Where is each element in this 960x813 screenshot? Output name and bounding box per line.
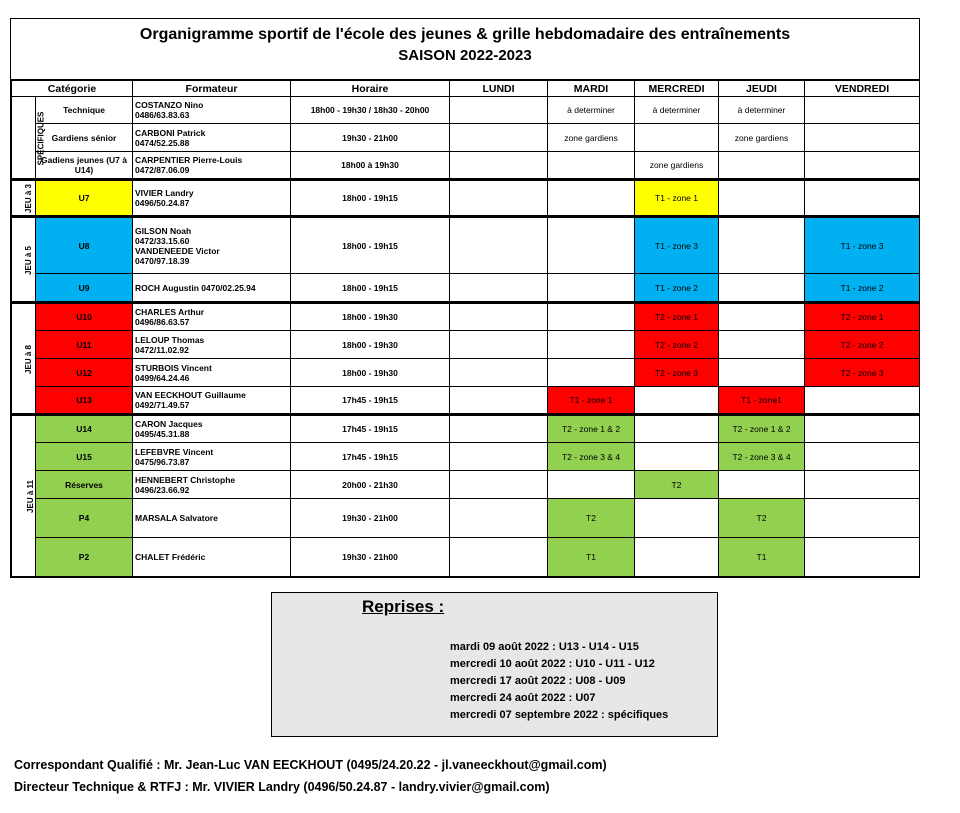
reprise-item: mercredi 07 septembre 2022 : spécifiques	[450, 709, 669, 721]
time-cell: 18h00 - 19h30 / 18h30 - 20h00	[291, 97, 450, 124]
day-cell-lundi	[450, 471, 548, 499]
category-cell: U12	[36, 359, 133, 387]
day-cell-mercredi: T1 - zone 2	[635, 274, 719, 303]
table-row	[12, 387, 920, 415]
time-cell: 18h00 - 19h15	[291, 217, 450, 274]
category-cell: U14	[36, 415, 133, 443]
day-cell-lundi	[450, 387, 548, 415]
time-cell: 20h00 - 21h30	[291, 471, 450, 499]
trainer-cell: STURBOIS Vincent 0499/64.24.46	[133, 359, 291, 387]
group-label-jeu-a-5: JEU à 5	[12, 217, 36, 303]
col-header-mercredi: MERCREDI	[635, 81, 719, 97]
day-cell-vendredi	[805, 180, 920, 217]
day-cell-lundi	[450, 538, 548, 577]
day-cell-mardi: T2	[548, 499, 635, 538]
day-cell-jeudi	[719, 217, 805, 274]
category-cell: U8	[36, 217, 133, 274]
day-cell-jeudi	[719, 471, 805, 499]
day-cell-jeudi: à determiner	[719, 97, 805, 124]
category-cell: Réserves	[36, 471, 133, 499]
day-cell-vendredi	[805, 152, 920, 180]
reprises-list	[450, 639, 668, 724]
day-cell-mardi	[548, 152, 635, 180]
day-cell-mercredi: à determiner	[635, 97, 719, 124]
reprise-item: mercredi 10 août 2022 : U10 - U11 - U12	[450, 658, 655, 670]
day-cell-mardi: T1 - zone 1	[548, 387, 635, 415]
day-cell-vendredi	[805, 124, 920, 152]
season-label: SAISON 2022-2023	[398, 47, 532, 64]
day-cell-vendredi: T2 - zone 3	[805, 359, 920, 387]
time-cell: 17h45 - 19h15	[291, 415, 450, 443]
table-row	[12, 152, 920, 180]
day-cell-mardi	[548, 303, 635, 331]
time-cell: 18h00 - 19h15	[291, 274, 450, 303]
day-cell-vendredi	[805, 415, 920, 443]
day-cell-mardi: T1	[548, 538, 635, 577]
table-row	[12, 303, 920, 331]
day-cell-lundi	[450, 274, 548, 303]
day-cell-mercredi	[635, 499, 719, 538]
col-header-categorie: Catégorie	[12, 81, 133, 97]
group-label-specifiques: SPÉCIFIQUES	[12, 97, 36, 180]
reprises-box	[271, 592, 718, 737]
day-cell-mardi	[548, 359, 635, 387]
group-label-jeu-a-11: JEU à 11	[12, 415, 36, 577]
table-row	[12, 124, 920, 152]
day-cell-mardi	[548, 274, 635, 303]
category-cell: P2	[36, 538, 133, 577]
day-cell-vendredi: T1 - zone 3	[805, 217, 920, 274]
col-header-vendredi: VENDREDI	[805, 81, 920, 97]
trainer-cell: VIVIER Landry 0496/50.24.87	[133, 180, 291, 217]
table-row	[12, 471, 920, 499]
trainer-cell: GILSON Noah 0472/33.15.60 VANDENEEDE Victor 0470/97.18.39	[133, 217, 291, 274]
category-cell: P4	[36, 499, 133, 538]
time-cell: 18h00 - 19h30	[291, 303, 450, 331]
category-cell: Gadiens jeunes (U7 à U14)	[36, 152, 133, 180]
day-cell-mercredi: T2 - zone 1	[635, 303, 719, 331]
reprise-item: mercredi 24 août 2022 : U07	[450, 692, 596, 704]
time-cell: 18h00 à 19h30	[291, 152, 450, 180]
day-cell-mercredi	[635, 387, 719, 415]
time-cell: 18h00 - 19h30	[291, 359, 450, 387]
day-cell-jeudi: T1	[719, 538, 805, 577]
day-cell-jeudi: zone gardiens	[719, 124, 805, 152]
time-cell: 18h00 - 19h15	[291, 180, 450, 217]
trainer-cell: CARPENTIER Pierre-Louis 0472/87.06.09	[133, 152, 291, 180]
day-cell-lundi	[450, 97, 548, 124]
time-cell: 19h30 - 21h00	[291, 538, 450, 577]
category-cell: Gardiens sénior	[36, 124, 133, 152]
day-cell-lundi	[450, 152, 548, 180]
day-cell-lundi	[450, 303, 548, 331]
day-cell-mercredi: T2	[635, 471, 719, 499]
day-cell-mercredi	[635, 124, 719, 152]
category-cell: U9	[36, 274, 133, 303]
day-cell-mardi	[548, 331, 635, 359]
day-cell-lundi	[450, 331, 548, 359]
trainer-cell: ROCH Augustin 0470/02.25.94	[133, 274, 291, 303]
trainer-cell: LELOUP Thomas 0472/11.02.92	[133, 331, 291, 359]
time-cell: 19h30 - 21h00	[291, 499, 450, 538]
trainer-cell: CHALET Frédéric	[133, 538, 291, 577]
day-cell-mardi: T2 - zone 1 & 2	[548, 415, 635, 443]
time-cell: 18h00 - 19h30	[291, 331, 450, 359]
col-header-formateur: Formateur	[133, 81, 291, 97]
col-header-jeudi: JEUDI	[719, 81, 805, 97]
day-cell-vendredi: T2 - zone 1	[805, 303, 920, 331]
category-cell: U7	[36, 180, 133, 217]
group-label-jeu-a-3: JEU à 3	[12, 180, 36, 217]
table-row	[12, 97, 920, 124]
table-row	[12, 217, 920, 274]
day-cell-mercredi: T1 - zone 3	[635, 217, 719, 274]
day-cell-jeudi: T2	[719, 499, 805, 538]
day-cell-jeudi	[719, 303, 805, 331]
page-title: Organigramme sportif de l'école des jeunes & grille hebdomadaire des entraînements	[139, 26, 791, 43]
day-cell-vendredi: T1 - zone 2	[805, 274, 920, 303]
time-cell: 19h30 - 21h00	[291, 124, 450, 152]
category-cell: U15	[36, 443, 133, 471]
day-cell-jeudi	[719, 180, 805, 217]
day-cell-jeudi: T2 - zone 3 & 4	[719, 443, 805, 471]
day-cell-jeudi	[719, 152, 805, 180]
category-cell: U10	[36, 303, 133, 331]
day-cell-vendredi	[805, 387, 920, 415]
day-cell-vendredi	[805, 499, 920, 538]
time-cell: 17h45 - 19h15	[291, 387, 450, 415]
footer-correspondent: Correspondant Qualifié : Mr. Jean-Luc VAN EECKHOUT (0495/24.20.22 - jl.vaneeckhout@gmail.com)	[14, 758, 607, 772]
col-header-lundi: LUNDI	[450, 81, 548, 97]
day-cell-mercredi: T2 - zone 2	[635, 331, 719, 359]
category-cell: Technique	[36, 97, 133, 124]
day-cell-mardi	[548, 217, 635, 274]
table-row	[12, 180, 920, 217]
day-cell-vendredi: T2 - zone 2	[805, 331, 920, 359]
day-cell-jeudi: T2 - zone 1 & 2	[719, 415, 805, 443]
time-cell: 17h45 - 19h15	[291, 443, 450, 471]
day-cell-mercredi	[635, 443, 719, 471]
day-cell-jeudi: T1 - zone1	[719, 387, 805, 415]
trainer-cell: MARSALA Salvatore	[133, 499, 291, 538]
reprise-item: mardi 09 août 2022 : U13 - U14 - U15	[450, 641, 639, 653]
table-row	[12, 331, 920, 359]
trainer-cell: CARON Jacques 0495/45.31.88	[133, 415, 291, 443]
day-cell-mercredi	[635, 415, 719, 443]
trainer-cell: HENNEBERT Christophe 0496/23.66.92	[133, 471, 291, 499]
day-cell-vendredi	[805, 97, 920, 124]
table-row	[12, 359, 920, 387]
header-row	[12, 81, 920, 97]
day-cell-jeudi	[719, 359, 805, 387]
table-row	[12, 415, 920, 443]
table-row	[12, 499, 920, 538]
schedule-table	[11, 80, 920, 577]
day-cell-mardi: à determiner	[548, 97, 635, 124]
reprise-item: mercredi 17 août 2022 : U08 - U09	[450, 675, 626, 687]
category-cell: U11	[36, 331, 133, 359]
trainer-cell: LEFEBVRE Vincent 0475/96.73.87	[133, 443, 291, 471]
table-row	[12, 538, 920, 577]
day-cell-lundi	[450, 124, 548, 152]
trainer-cell: COSTANZO Nino 0486/63.83.63	[133, 97, 291, 124]
reprises-title: Reprises :	[362, 597, 445, 616]
col-header-mardi: MARDI	[548, 81, 635, 97]
group-label-jeu-a-8: JEU à 8	[12, 303, 36, 415]
day-cell-lundi	[450, 499, 548, 538]
schedule-sheet	[10, 18, 920, 578]
day-cell-mercredi: zone gardiens	[635, 152, 719, 180]
day-cell-mercredi: T1 - zone 1	[635, 180, 719, 217]
trainer-cell: CHARLES Arthur 0496/86.63.57	[133, 303, 291, 331]
day-cell-jeudi	[719, 331, 805, 359]
day-cell-lundi	[450, 359, 548, 387]
title-area	[11, 19, 919, 80]
day-cell-lundi	[450, 415, 548, 443]
footer-technical-director: Directeur Technique & RTFJ : Mr. VIVIER Landry (0496/50.24.87 - landry.vivier@gmail.com)	[14, 780, 550, 794]
category-cell: U13	[36, 387, 133, 415]
footer-contacts	[14, 754, 607, 798]
trainer-cell: VAN EECKHOUT Guillaume 0492/71.49.57	[133, 387, 291, 415]
trainer-cell: CARBONI Patrick 0474/52.25.88	[133, 124, 291, 152]
col-header-horaire: Horaire	[291, 81, 450, 97]
day-cell-mardi: T2 - zone 3 & 4	[548, 443, 635, 471]
day-cell-jeudi	[719, 274, 805, 303]
day-cell-mardi	[548, 180, 635, 217]
day-cell-vendredi	[805, 443, 920, 471]
table-row	[12, 443, 920, 471]
day-cell-vendredi	[805, 471, 920, 499]
day-cell-mardi: zone gardiens	[548, 124, 635, 152]
day-cell-lundi	[450, 217, 548, 274]
day-cell-vendredi	[805, 538, 920, 577]
day-cell-mercredi	[635, 538, 719, 577]
day-cell-lundi	[450, 180, 548, 217]
day-cell-mercredi: T2 - zone 3	[635, 359, 719, 387]
day-cell-mardi	[548, 471, 635, 499]
table-row	[12, 274, 920, 303]
day-cell-lundi	[450, 443, 548, 471]
